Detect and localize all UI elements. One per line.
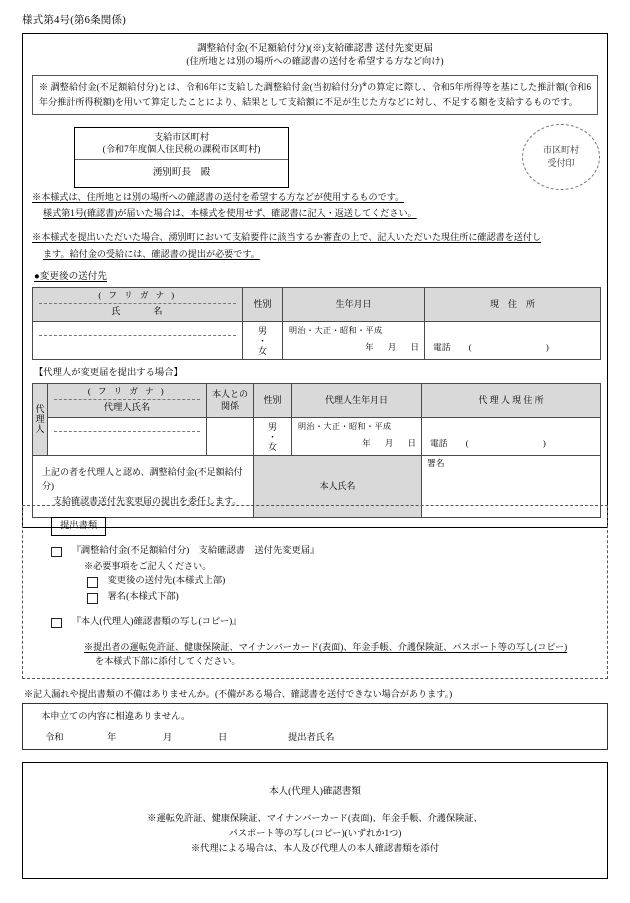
agent-name-dashed-line [54,431,200,432]
declaration-year-label: 年 [107,732,117,743]
declaration-month-label: 月 [163,732,173,743]
agent-dob-input[interactable] [292,417,422,455]
destination-section-label-text: ●変更後の送付先 [34,270,107,282]
destination-name-label: 氏 名 [111,307,164,318]
notice-2-line1-text: ※本様式を提出いただいた場合、湧別町において支給要件に該当するか審査の上で、記入いただいた現住所に確認書を送付し [32,232,542,243]
agent-section-label: 【代理人が変更届を提出する場合】 [34,367,183,378]
completeness-warning: ※記入漏れや提出書類の不備はありませんか。(不備がある場合、確認書を送付できない場合があります。) [24,689,453,699]
documents-item-1-sub-1-label: 変更後の送付先(本様式上部) [107,576,226,587]
addressee-row [32,124,598,190]
signature-label: 署名 [427,457,445,468]
destination-furigana-label: ( フ リ ガ ナ ) [39,288,236,305]
notice-1-line1 [32,190,598,205]
documents-checklist-title: 提出書類 [51,517,106,536]
documents-item-1-sub-1[interactable] [87,574,593,590]
document-subtitle: (住所地とは別の場所への確認書の送付を希望する方など向け) [186,57,444,68]
definition-note-superscript: ※ [361,82,368,89]
attachment-title: 本人(代理人)確認書類 [269,786,361,797]
agent-furigana-label: ( フ リ ガ ナ ) [54,384,200,401]
agent-relation-header [207,383,254,417]
documents-item-1-sub-2[interactable] [87,590,593,606]
destination-name-input[interactable] [33,321,243,359]
receipt-stamp-circle [522,124,600,190]
destination-day-label: 日 [410,342,419,353]
agent-relation-input[interactable] [207,417,254,455]
destination-header-row [33,287,601,321]
destination-address-area[interactable] [425,322,600,356]
signature-area[interactable] [422,456,600,494]
documents-spacer [37,606,593,615]
destination-address-header: 現 住 所 [425,287,601,321]
identity-attachment-box [22,762,608,879]
destination-dob-area[interactable] [283,322,424,356]
documents-checklist-box [22,505,608,679]
notice-1-line2-text: 様式第1号(確認書)が届いた場合は、本様式を使用せず、確認書に記入・返送してください。 [43,208,417,219]
checkbox-icon[interactable] [87,577,98,588]
agent-input-row [33,417,601,455]
agent-gender-input[interactable]: 男 ・ 女 [254,417,292,455]
definition-note-part1: ※ 調整給付金(不足額給付分)とは、令和6年に支給した調整給付金(当初給付分) [39,82,362,93]
attachment-line2: パスポート等の写し(コピー)(いずれか1つ) [228,828,402,839]
documents-spacer-2 [37,631,593,640]
destination-address-input[interactable] [425,321,601,359]
documents-item-2-note-line1: ※提出者の運転免許証、健康保険証、マイナンバーカード(表面)、年金手帳、介護保険証、パスポート等の写し(コピー) [84,641,568,652]
agent-address-input[interactable] [422,417,601,455]
notice-spacer [32,223,598,230]
documents-item-1-sub-2-label: 署名(本様式下部) [107,592,179,603]
agent-name-label: 代理人氏名 [103,403,151,414]
checkbox-icon[interactable] [51,618,62,629]
agent-dob-area[interactable] [292,418,421,452]
agent-ymd [348,438,416,450]
agent-year-label: 年 [362,438,371,449]
documents-item-1-note: ※必要事項をご記入ください。 [84,561,212,572]
documents-item-2[interactable] [51,615,593,631]
delegation-line2: 支給確認書送付先変更届の提出を委任します。 [53,495,242,506]
agent-address-header: 代 理 人 現 住 所 [422,383,601,417]
declaration-era: 令和 [45,732,64,743]
agent-relation-line1: 本人との [211,388,248,399]
declaration-box [22,703,608,750]
notice-2-line1 [32,230,598,245]
destination-tel-parens: ( ) [468,341,561,352]
addressee-mayor: 湧別町長 殿 [152,166,211,178]
destination-input-row [33,321,601,359]
notice-1-line2 [32,206,598,221]
checkbox-icon[interactable] [51,547,62,558]
agent-name-input[interactable] [48,417,207,455]
stamp-line1: 市区町村 [542,144,579,155]
agent-month-label: 月 [384,438,394,449]
documents-item-2-note [84,640,593,669]
destination-dob-header: 生年月日 [283,287,425,321]
notice-1-line1-text: ※本様式は、住所地とは別の場所への確認書の送付を希望する方などが使用するものです。 [32,191,405,202]
checkbox-icon[interactable] [87,593,98,604]
agent-tel [430,438,558,450]
form-number: 様式第4号(第6条関係) [22,15,126,26]
agent-day-label: 日 [407,438,416,449]
documents-item-1-label: 『調整給付金(不足額給付分) 支給確認書 送付先変更届』 [71,545,320,556]
definition-note-part2: の算定に際し、令和5年所得等を基にした推計額(令和6年分推計所得税額)を用いて算定したことにより、結果として支給額に不足が生じた方などに対し、不足する額を支給するものです。 [39,82,591,108]
agent-tel-label: 電話 [430,437,448,448]
destination-month-label: 月 [387,342,397,353]
agent-name-header [48,383,207,417]
agent-gender-header: 性別 [254,383,292,417]
attachment-line1: ※運転免許証、健康保険証、マイナンバーカード(表面)、年金手帳、介護保険証、 [147,813,483,824]
agent-table [32,383,601,519]
destination-name-dashed-line [39,335,236,336]
agent-header-row [33,383,601,417]
addressee-line1: 支給市区町村 [153,131,210,142]
destination-tel-label: 電話 [433,341,451,352]
agent-relation-line2: 関係 [220,401,239,412]
agent-name-writing-area[interactable] [48,418,206,452]
addressee-line2: (令和7年度個人住民税の課税市区町村) [75,143,288,159]
declaration-date-row[interactable] [23,724,607,745]
attachment-line3: ※代理による場合は、本人及び代理人の本人確認書類を添付 [190,842,440,853]
destination-year-label: 年 [365,342,374,353]
agent-era-options[interactable]: 明治・大正・昭和・平成 [298,421,392,431]
agent-dob-header: 代理人生年月日 [292,383,422,417]
agent-vertical-label [33,383,48,455]
destination-dob-input[interactable] [283,321,425,359]
destination-gender-header: 性別 [243,287,283,321]
destination-name-header [33,287,243,321]
stamp-line2: 受付印 [547,157,575,168]
declaration-statement: 本申立ての内容に相違ありません。 [41,712,191,722]
agent-tel-parens: ( ) [465,437,558,448]
principal-name-label: 本人氏名 [254,455,422,517]
delegation-line1: 上記の者を代理人と認め、調整給付金(不足額給付分) [42,466,243,492]
notice-2-line2-text: ます。給付金の受給には、確認書の提出が必要です。 [43,248,260,259]
documents-item-2-note-line2: を本様式下部に添付してください。 [95,656,241,667]
destination-gender-input[interactable]: 男 ・ 女 [243,321,283,359]
destination-section-label [34,271,598,284]
documents-item-2-label: 『本人(代理人)確認書類の写し(コピー)』 [71,616,242,627]
destination-name-writing-area[interactable] [33,322,242,356]
destination-ymd [351,342,419,354]
destination-tel [433,342,561,354]
agent-relation-writing-area[interactable] [207,418,253,452]
destination-era-options[interactable]: 明治・大正・昭和・平成 [289,325,383,335]
documents-item-1[interactable] [51,544,593,560]
addressee-box [74,127,289,188]
destination-table [32,287,601,360]
declaration-submitter-label: 提出者氏名 [288,732,335,743]
notice-2-line2 [32,247,598,262]
agent-vertical-label-text: 代理人 [35,404,45,435]
agent-address-area[interactable] [422,418,600,452]
declaration-day-label: 日 [218,732,228,743]
definition-note-box [32,75,598,114]
document-title: 調整給付金(不足額給付分)(※)支給確認書 送付先変更届 [197,43,433,54]
main-form-box [22,33,608,528]
